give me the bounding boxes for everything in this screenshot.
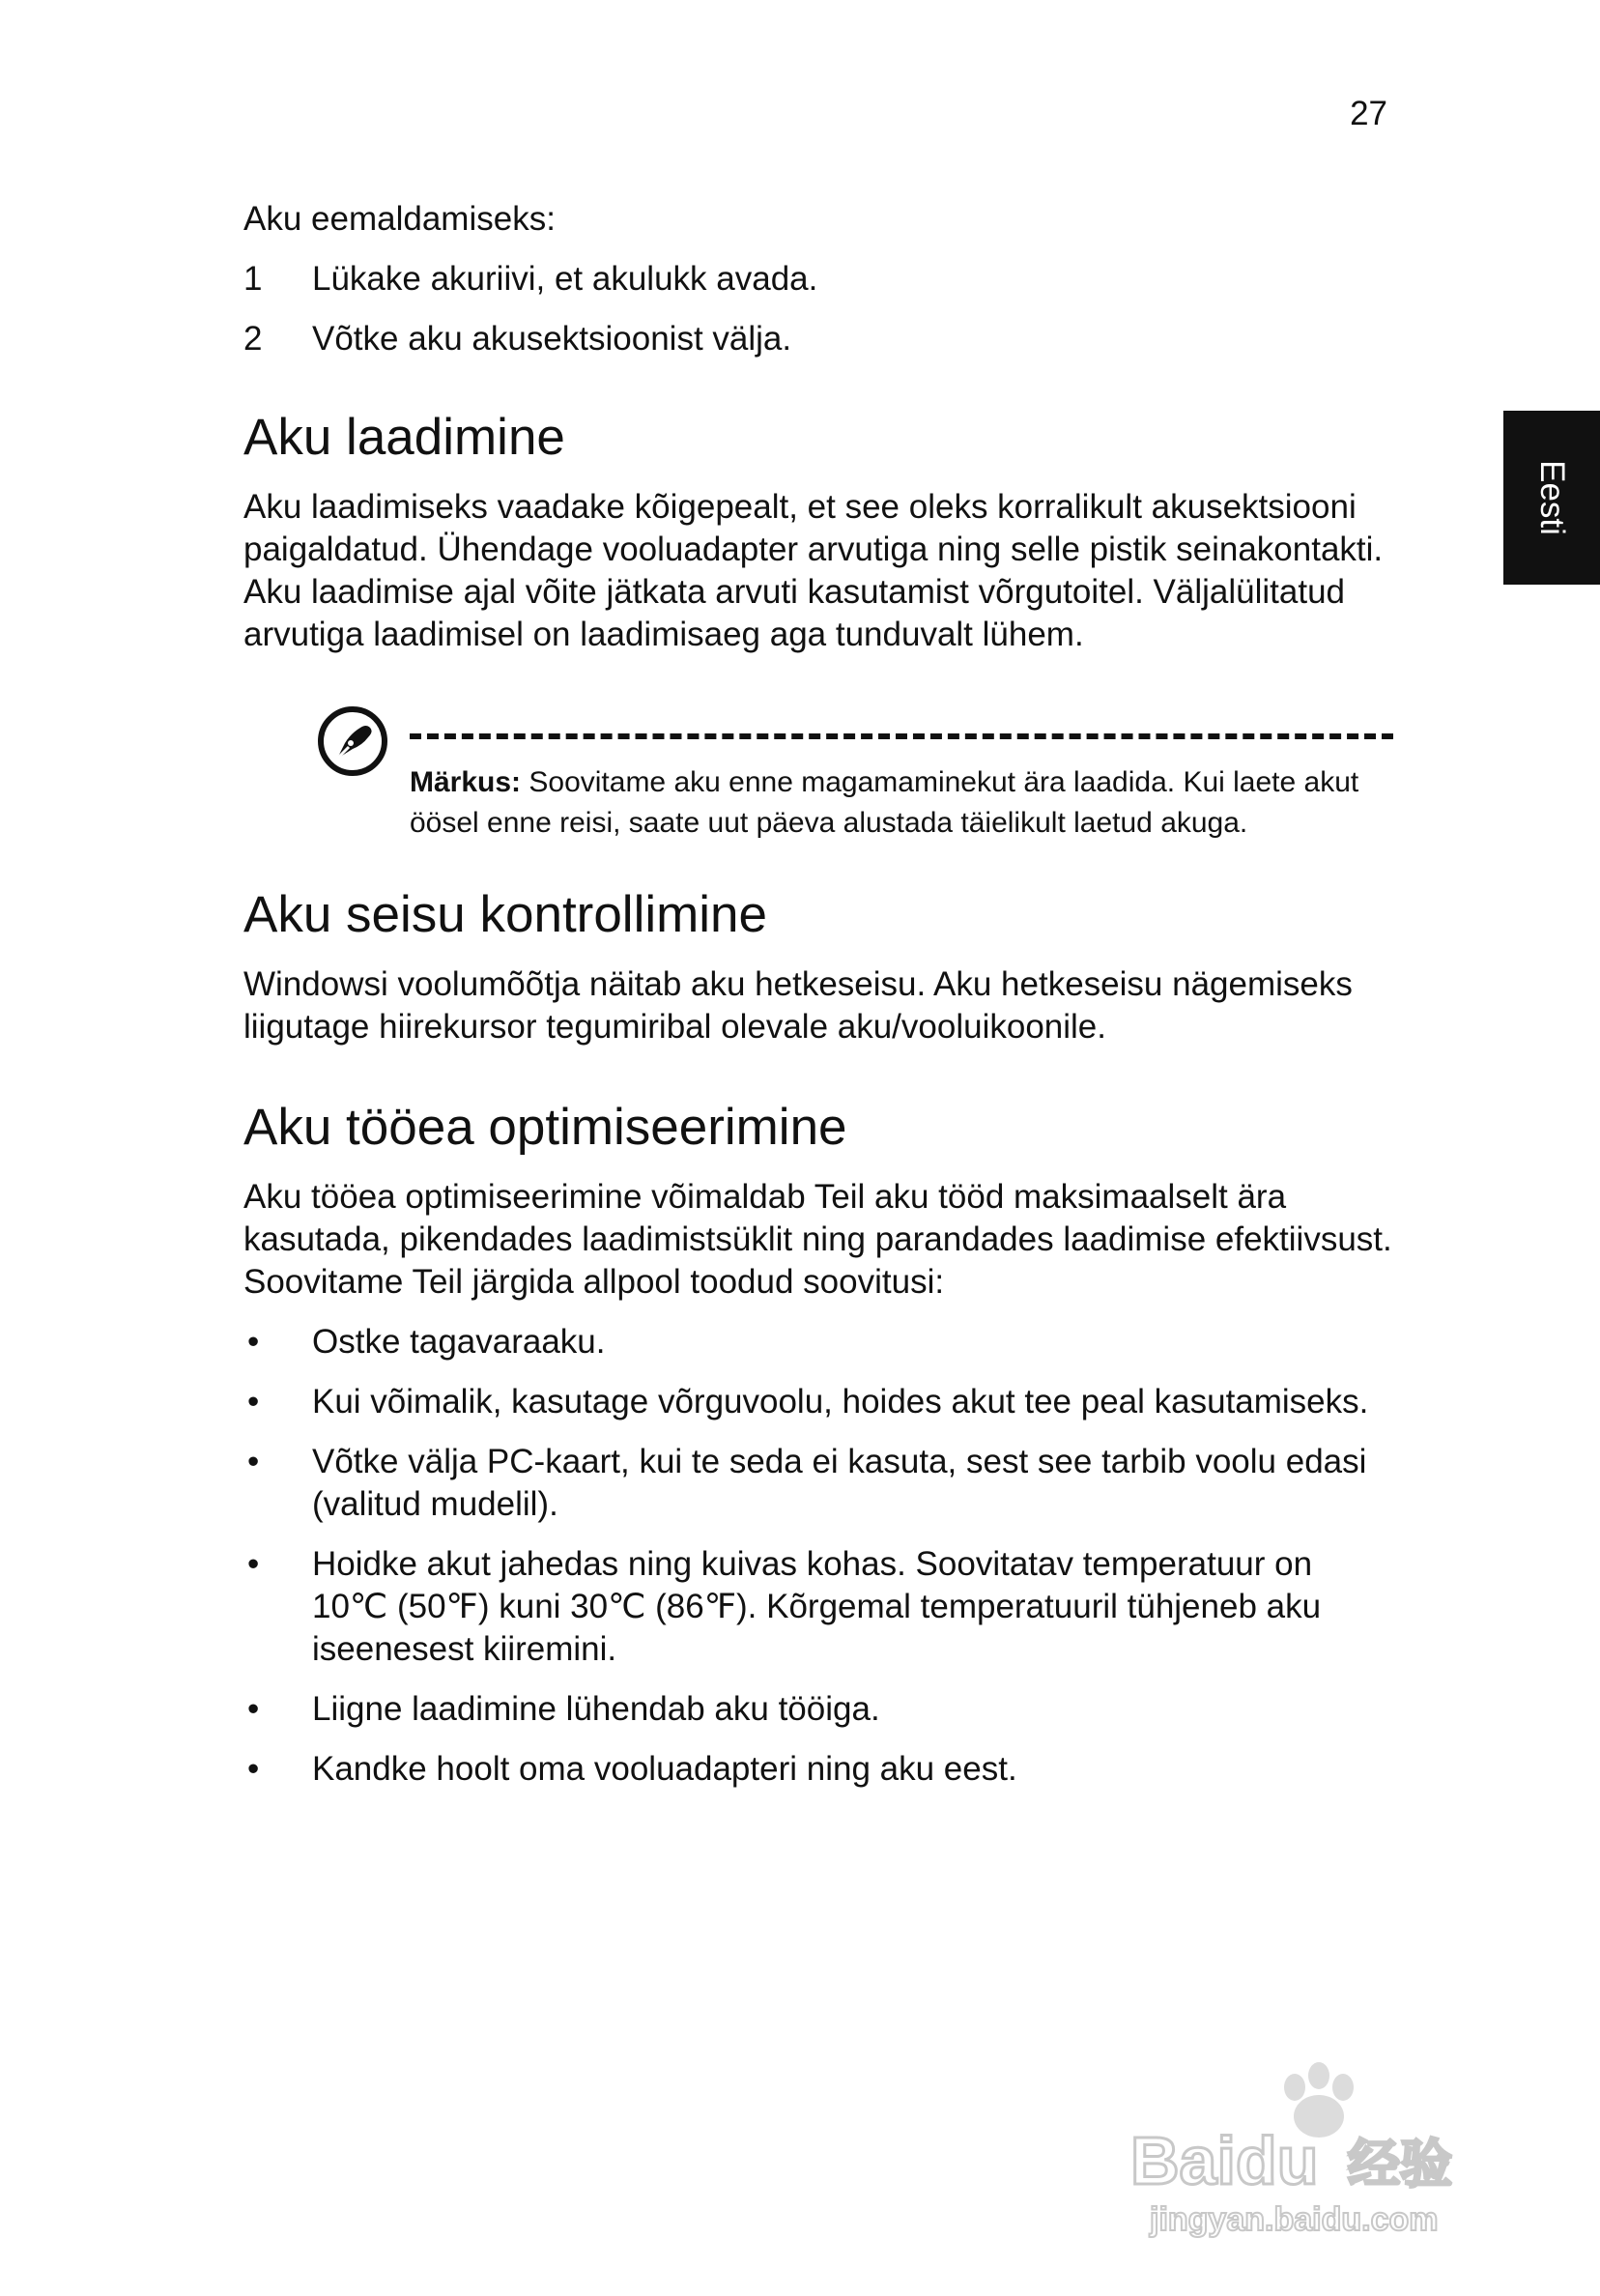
charging-paragraph: Aku laadimiseks vaadake kõigepealt, et see oleks korralikult akusektsiooni paigaldatud. Ühendage vooluadapter arvutiga ning selle pistik seinakontakti. Aku laadimise ajal võite jätkata arvuti kasutamist võrgutoitel. Väljalülitatud arvutiga laadimisel on laadimisaeg aga tunduvalt lühem. xyxy=(243,488,1384,653)
list-item xyxy=(243,1381,1393,1423)
bullet-marker: • xyxy=(247,1383,260,1421)
note-text xyxy=(410,762,1393,844)
step-number: 2 xyxy=(243,320,263,358)
bullet-marker: • xyxy=(247,1443,260,1480)
tip-text: Ostke tagavaraaku. xyxy=(312,1323,606,1361)
page-content xyxy=(243,198,1393,1808)
page-number: 27 xyxy=(1350,95,1387,132)
tip-text: Kandke hoolt oma vooluadapteri ning aku eest. xyxy=(312,1750,1017,1788)
list-item xyxy=(243,1543,1393,1671)
status-paragraph: Windowsi voolumõõtja näitab aku hetkeseisu. Aku hetkeseisu nägemiseks liigutage hiirekursor tegumiribal olevale aku/vooluikoonile. xyxy=(243,965,1353,1046)
tip-text: Võtke välja PC-kaart, kui te seda ei kasuta, sest see tarbib voolu edasi (valitud mudelil). xyxy=(312,1443,1367,1523)
step-text: Võtke aku akusektsioonist välja. xyxy=(312,320,792,358)
bullet-marker: • xyxy=(247,1690,260,1728)
tips-list xyxy=(243,1321,1393,1791)
removal-steps xyxy=(243,258,1393,360)
list-item xyxy=(243,258,1393,301)
note-label: Märkus: xyxy=(410,766,522,798)
list-item xyxy=(243,1688,1393,1731)
optimization-paragraph: Aku tööea optimiseerimine võimaldab Teil aku tööd maksimaalselt ära kasutada, pikendades laadimistsüklit ning parandades laadimise efektiivsust. Soovitame Teil järgida allpool toodud soovitusi: xyxy=(243,1178,1392,1301)
watermark-brand: Baidu xyxy=(1130,2123,1319,2198)
tip-text: Hoidke akut jahedas ning kuivas kohas. Soovitatav temperatuur on 10℃ (50℉) kuni 30℃ (86℉). Kõrgemal temperatuuril tühjeneb aku iseenesest kiiremini. xyxy=(312,1545,1322,1668)
note-pen-icon xyxy=(316,704,389,778)
section-heading-charging: Aku laadimine xyxy=(243,409,565,466)
list-item xyxy=(243,1748,1393,1791)
removal-intro: Aku eemaldamiseks: xyxy=(243,200,556,238)
watermark-url: jingyan.baidu.com xyxy=(1150,2201,1439,2238)
bullet-marker: • xyxy=(247,1323,260,1361)
note-body: Soovitame aku enne magamaminekut ära laadida. Kui laete akut öösel enne reisi, saate uut päeva alustada täielikult laetud akuga. xyxy=(410,766,1359,839)
tip-text: Liigne laadimine lühendab aku tööiga. xyxy=(312,1690,880,1728)
list-item xyxy=(243,318,1393,360)
note-dashed-divider xyxy=(410,733,1393,739)
tip-text: Kui võimalik, kasutage võrguvoolu, hoides akut tee peal kasutamiseks. xyxy=(312,1383,1369,1421)
list-item xyxy=(243,1441,1393,1526)
step-number: 1 xyxy=(243,260,263,298)
list-item xyxy=(243,1321,1393,1363)
note-box xyxy=(243,691,1393,839)
language-tab-label: Eesti xyxy=(1533,460,1571,535)
section-heading-status: Aku seisu kontrollimine xyxy=(243,886,768,943)
bullet-marker: • xyxy=(247,1750,260,1788)
watermark-label: 经验 xyxy=(1348,2134,1452,2195)
bullet-marker: • xyxy=(247,1545,260,1583)
language-tab xyxy=(1503,411,1600,585)
baidu-jingyan-watermark xyxy=(1121,2049,1507,2242)
section-heading-optimization: Aku tööea optimiseerimine xyxy=(243,1099,847,1156)
step-text: Lükake akuriivi, et akulukk avada. xyxy=(312,260,818,298)
